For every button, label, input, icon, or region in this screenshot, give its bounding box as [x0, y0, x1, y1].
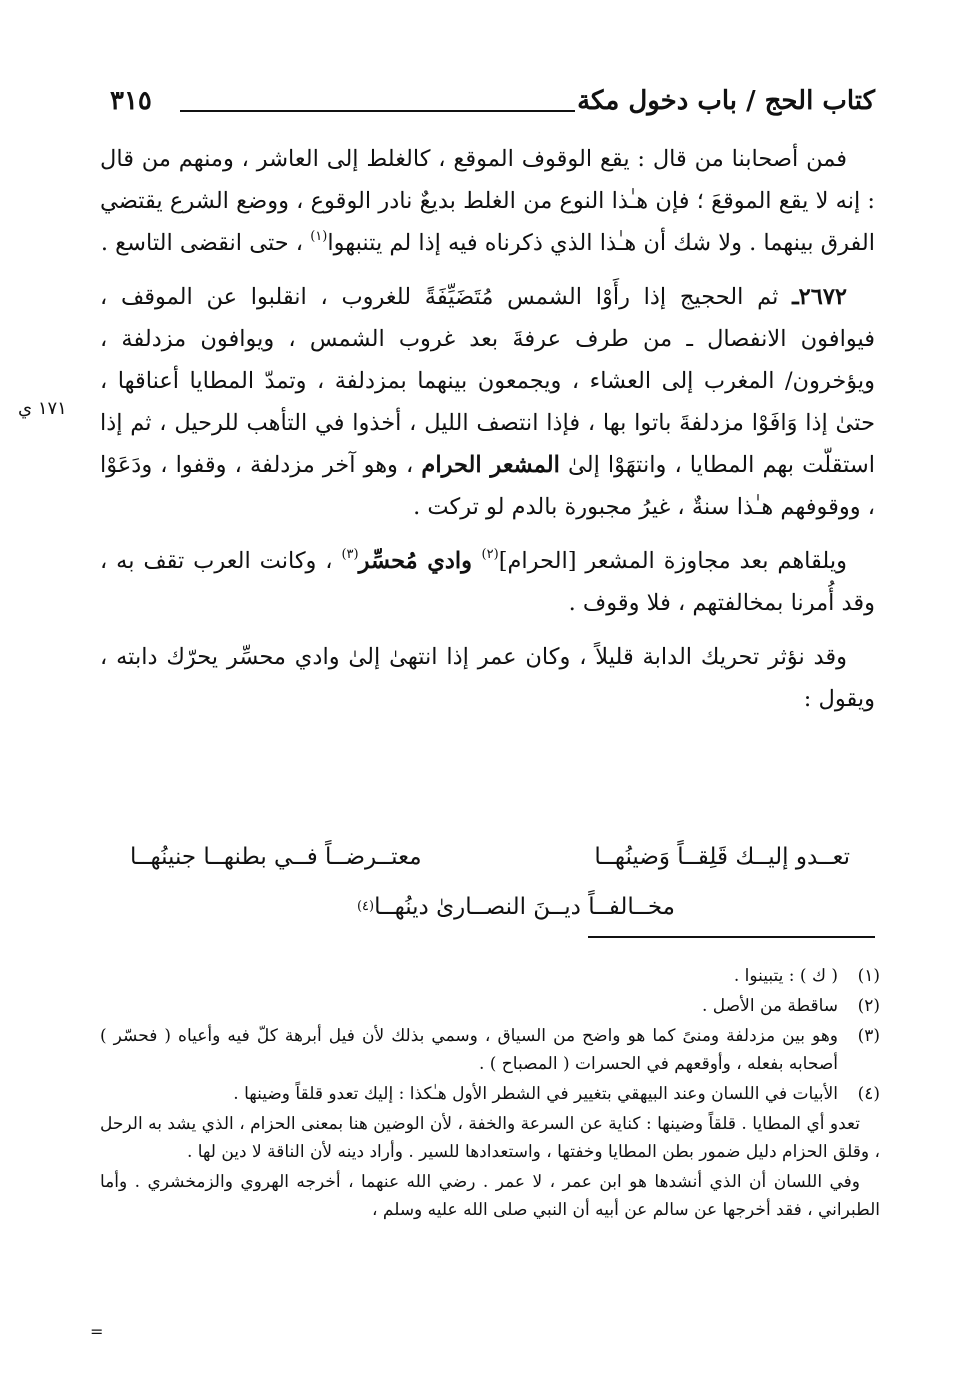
poem-line-1 [130, 832, 850, 882]
page-header [110, 86, 875, 126]
continuation-mark: = [90, 1322, 104, 1341]
poem-line-2: مخــالفــاً ديــنَ النصــارىٰ دينُهــا (٤) [356, 894, 675, 920]
footnote-text: الأبيات في اللسان وعند البيهقي بتغيير في الشطر الأول هـٰكذا : إليك تعدو قلقاً وضينها . [233, 1084, 838, 1104]
footnote-continuation: تعدو أي المطايا . قلقاً وضينها : كناية عن السرعة والخفة ، لأن الوضين هنا بمعنى الحزام ، الذي يشد به الرحل ، وقلق الحزام دليل ضمور بطن المطايا وخفتها ، واستعدادها للسير . وأراد دينه لأن الناقة لا دين لها . [100, 1114, 880, 1162]
paragraph-2-end: ، وهو آخر مزدلفة ، وقفوا ، ودَعَوْا ، ووقوفهم هـٰذا سنةٌ ، غيرُ مجبورة بالدم لو تركت . [100, 452, 875, 520]
footnote-text: وهو بين مزدلفة ومنىً كما هو واضح من السياق ، وسمي بذلك لأن فيل أبرهة كلّ فيه وأعياه ( فحسّر ) أصحابه بفعله ، وأوقعهم في الحسرات ( المصباح ) . [100, 1026, 838, 1074]
paragraph-number: ٢٦٧٢ـ [792, 284, 847, 310]
footnote-separator [588, 936, 875, 938]
header-rule [180, 110, 575, 112]
paragraph-4: وقد نؤثر تحريك الدابة قليلاً ، وكان عمر إذا انتهىٰ إلىٰ وادي محسِّر يحرّك دابته ، ويقول : [100, 644, 875, 712]
footnote [100, 1022, 880, 1078]
footnote-number: (٣) [857, 1026, 880, 1046]
paragraph-3 [100, 540, 875, 624]
footnote-continuation: وفي اللسان أن الذي أنشدها هو ابن عمر ، لا عمر . رضي الله عنهما ، أخرجه الهروي والزمخشري . وأما الطبراني ، فقد أخرجها عن سالم عن أبيه أن النبي صلى الله عليه وسلم ، [100, 1172, 880, 1220]
footnote [100, 1080, 880, 1108]
poem-hemistich-right: تعــدو إليــك قَلِقــاً وَضينُهــا [594, 844, 850, 870]
paragraph-3-end: ، وكانت العرب تقف به ، وقد أُمرنا بمخالفتهم ، فلا وقوف . [100, 548, 875, 616]
main-text [100, 138, 875, 732]
bold-term-muhassir: وادي مُحسِّر [358, 548, 482, 574]
footnote-ref-3: (٣) [341, 547, 359, 562]
margin-note: ١٧١ ي [18, 398, 67, 419]
footnotes [100, 962, 880, 1226]
paragraph-1 [100, 138, 875, 264]
footnote-text: ساقطة من الأصل . [702, 996, 838, 1016]
footnote-number: (٢) [857, 996, 880, 1016]
footnote [100, 962, 880, 990]
paragraph-3-text: ويلقاهم بعد مجاوزة المشعر [الحرام] [498, 548, 847, 574]
footnote-number: (١) [857, 966, 880, 986]
footnote-text: ( ك ) : يتبينوا . [733, 966, 838, 986]
footnote-ref-2: (٢) [481, 547, 499, 562]
poem-hemistich-left: معتــرضــاً فــي بطنهــا جنينُهــا [130, 844, 422, 870]
page-number: ٣١٥ [110, 86, 152, 116]
paragraph-1-text: فمن أصحابنا من قال : يقع الوقوف الموقع ، كالغلط إلى العاشر ، ومنهم من قال : إنه لا يقع الموقعَ ؛ فإن هـٰذا النوع من الغلط بديعٌ نادر الوقوع ، ووضع الشرع يقتضي الفرق بينهما . ولا شك أن هـٰذا الذي ذكرناه فيه إذا لم يتنبهوا [100, 146, 875, 256]
running-title: كتاب الحج / باب دخول مكة [577, 86, 875, 116]
bold-term-mashar: المشعر الحرام [421, 452, 560, 478]
footnote [100, 992, 880, 1020]
poem [130, 832, 850, 932]
poem-hemistich-2: مخــالفــاً ديــنَ النصــارىٰ دينُهــا [374, 894, 675, 920]
paragraph-2-text: ثم الحجيج إذا رأَوْا الشمس مُتَضَيِّفَةً للغروب ، انقلبوا عن الموقف ، فيوافون الانفصال ـ من طرف عرفةَ بعد غروب الشمس ، ويوافون مزدلفة ، ويؤخرون/ المغرب إلى العشاء ، ويجمعون بينهما بمزدلفة ، وتمدّ المطايا أعناقها ، حتىٰ إذا وَافَوْا مزدلفةَ باتوا بها ، فإذا انتصف الليل ، أخذوا في التأهب للرحيل ، ثم إذا استقلّت بهم المطايا ، وانتهَوْا إلىٰ [100, 284, 875, 478]
footnote-ref-1: (١) [310, 229, 328, 244]
paragraph-2672 [100, 276, 875, 528]
footnote-number: (٤) [857, 1084, 880, 1104]
paragraph-1-end: ، حتى انقضى التاسع . [100, 230, 311, 256]
